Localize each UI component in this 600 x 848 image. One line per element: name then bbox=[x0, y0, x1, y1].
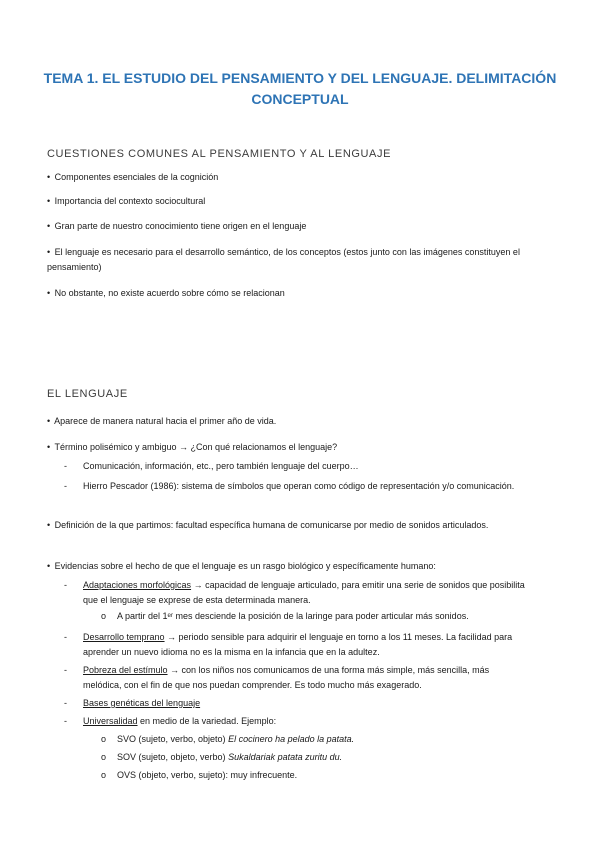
paragraph bbox=[47, 219, 547, 234]
sub-list-item bbox=[117, 750, 537, 765]
paragraph-text: Componentes esenciales de la cognición bbox=[54, 172, 219, 182]
list-item bbox=[83, 578, 527, 608]
word-order-text: OVS (objeto, verbo, sujeto): muy infrecuente. bbox=[117, 770, 298, 780]
sub-bullet-marker: o bbox=[101, 770, 107, 780]
paragraph bbox=[47, 440, 547, 455]
evidence-label: Universalidad bbox=[83, 716, 138, 726]
paragraph bbox=[47, 518, 547, 533]
dash-marker: - bbox=[64, 461, 67, 471]
evidence-label: Desarrollo temprano bbox=[83, 632, 165, 642]
paragraph bbox=[47, 170, 547, 185]
bullet-icon: • bbox=[47, 520, 51, 530]
evidence-label: Pobreza del estímulo bbox=[83, 665, 168, 675]
evidence-text: → periodo sensible para adquirir el lenguaje en torno a los 11 meses. La facilidad para aprender un nuevo idioma no es la misma en la infancia que en la adultez. bbox=[83, 632, 513, 657]
list-item bbox=[83, 663, 527, 693]
paragraph-text: No obstante, no existe acuerdo sobre cómo se relacionan bbox=[54, 288, 285, 298]
sub-bullet-marker: o bbox=[101, 611, 107, 621]
paragraph-text: Importancia del contexto sociocultural bbox=[54, 196, 206, 206]
sub-list-item: A partir del 1ᵉʳ mes desciende la posición de la laringe para poder articular más sonidos. bbox=[117, 611, 469, 621]
sub-bullet-marker: o bbox=[101, 734, 107, 744]
paragraph-text: Definición de la que partimos: facultad específica humana de comunicarse por medio de sonidos articulados. bbox=[54, 520, 489, 530]
evidence-label: Adaptaciones morfológicas bbox=[83, 580, 192, 590]
evidence-label: Bases genéticas del lenguaje bbox=[83, 698, 201, 708]
list-item bbox=[83, 630, 527, 660]
dash-marker: - bbox=[64, 632, 67, 642]
bullet-icon: • bbox=[47, 288, 51, 298]
evidence-text: → con los niños nos comunicamos de una forma más simple, más sencilla, más melódica, con el fin de que nos puedan comprender. Es todo mucho más exagerado. bbox=[83, 665, 490, 690]
paragraph-text: Gran parte de nuestro conocimiento tiene origen en el lenguaje bbox=[54, 221, 307, 231]
paragraph-text: Aparece de manera natural hacia el primer año de vida. bbox=[54, 416, 277, 426]
paragraph bbox=[47, 194, 547, 209]
bullet-icon: • bbox=[47, 442, 51, 452]
evidence-text: en medio de la variedad. Ejemplo: bbox=[137, 716, 277, 726]
dash-marker: - bbox=[64, 580, 67, 590]
paragraph bbox=[47, 245, 547, 275]
list-item bbox=[83, 696, 527, 711]
word-order-text: SVO (sujeto, verbo, objeto) bbox=[117, 734, 229, 744]
list-item bbox=[83, 714, 527, 729]
paragraph bbox=[47, 286, 547, 301]
word-order-text: SOV (sujeto, objeto, verbo) bbox=[117, 752, 229, 762]
bullet-icon: • bbox=[47, 196, 51, 206]
dash-marker: - bbox=[64, 698, 67, 708]
sub-bullet-marker: o bbox=[101, 752, 107, 762]
list-item: Comunicación, información, etc., pero también lenguaje del cuerpo… bbox=[83, 461, 359, 471]
dash-marker: - bbox=[64, 481, 67, 491]
bullet-icon: • bbox=[47, 221, 51, 231]
document-title: TEMA 1. EL ESTUDIO DEL PENSAMIENTO Y DEL LENGUAJE. DELIMITACIÓN CONCEPTUAL bbox=[43, 70, 557, 107]
sub-list-item bbox=[117, 732, 537, 747]
bullet-icon: • bbox=[47, 416, 51, 426]
dash-marker: - bbox=[64, 665, 67, 675]
evidence-text: → capacidad de lenguaje articulado, para emitir una serie de sonidos que posibilita que el lenguaje se exprese de esta determinada manera. bbox=[83, 580, 525, 605]
sub-list-item bbox=[117, 768, 537, 783]
paragraph-text: Evidencias sobre el hecho de que el lenguaje es un rasgo biológico y específicamente humano: bbox=[54, 561, 436, 571]
paragraph bbox=[47, 559, 547, 574]
list-item: Hierro Pescador (1986): sistema de símbolos que operan como código de representación y/o comunicación. bbox=[83, 481, 515, 491]
bullet-icon: • bbox=[47, 561, 51, 571]
paragraph-text: Término polisémico y ambiguo → ¿Con qué relacionamos el lenguaje? bbox=[54, 442, 338, 452]
paragraph bbox=[47, 414, 547, 429]
word-order-example: El cocinero ha pelado la patata. bbox=[228, 734, 355, 744]
bullet-icon: • bbox=[47, 172, 51, 182]
section-heading-common-questions: CUESTIONES COMUNES AL PENSAMIENTO Y AL LENGUAJE bbox=[47, 148, 392, 160]
word-order-example: Sukaldariak patata zuritu du. bbox=[228, 752, 343, 762]
paragraph-text: El lenguaje es necesario para el desarrollo semántico, de los conceptos (estos junto con las imágenes constituyen el pensamiento) bbox=[47, 247, 520, 272]
dash-marker: - bbox=[64, 716, 67, 726]
bullet-icon: • bbox=[47, 247, 51, 257]
section-heading-language: EL LENGUAJE bbox=[47, 388, 128, 400]
